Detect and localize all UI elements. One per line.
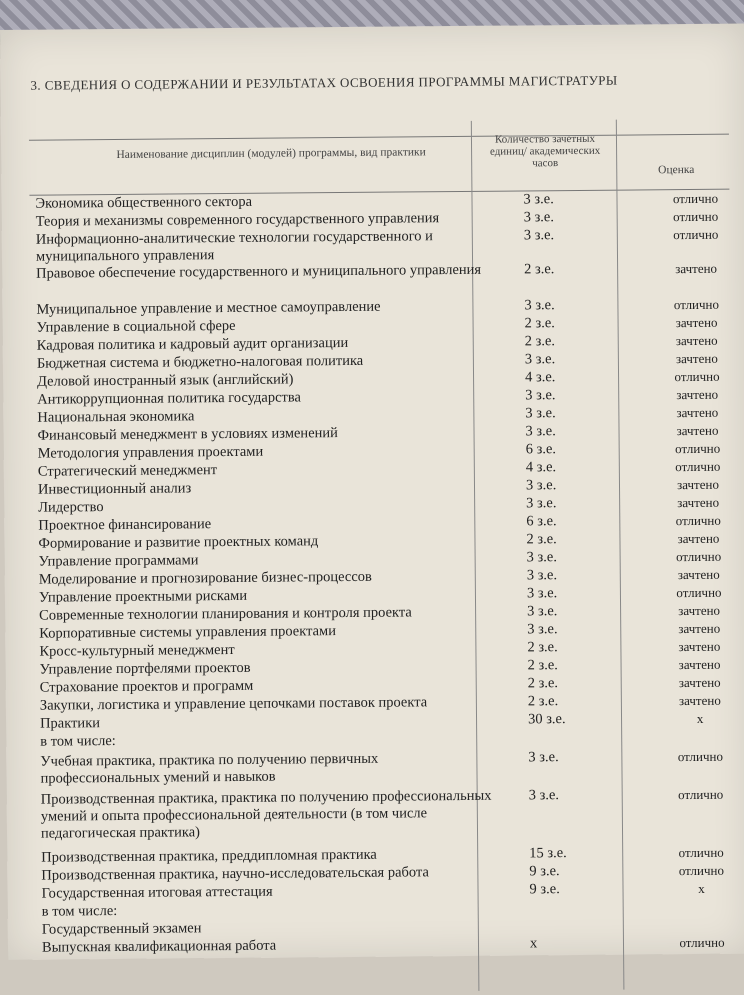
grade: отлично (675, 458, 721, 475)
discipline-name: Инвестиционный анализ (37, 480, 192, 498)
column-header-grade: Оценка (658, 163, 695, 177)
grade: отлично (673, 208, 719, 225)
credit-units: 9 з.е. (529, 881, 560, 898)
credit-units: 3 з.е. (525, 477, 557, 494)
credit-units: 3 з.е. (528, 787, 560, 804)
credit-units: 2 з.е. (524, 261, 555, 278)
discipline-name: Управление программами (38, 552, 199, 570)
grade: зачтено (675, 314, 718, 331)
discipline-name: Деловой иностранный язык (английский) (37, 371, 294, 390)
credit-units: 2 з.е. (524, 333, 556, 350)
discipline-name: Моделирование и прогнозирование бизнес-процессов (38, 568, 372, 588)
discipline-name: Теория и механизмы современного государственного управления (35, 210, 440, 230)
credit-units: 3 з.е. (523, 227, 555, 244)
credit-units: 3 з.е. (525, 387, 556, 404)
credit-units: 3 з.е. (526, 585, 558, 602)
table-top-border (29, 134, 729, 141)
column-header-units: Количество зачетных единиц/ академических часов (489, 132, 601, 170)
discipline-name: в том числе: (40, 733, 116, 750)
credit-units: 6 з.е. (526, 513, 557, 530)
discipline-name: Национальная экономика (37, 408, 195, 426)
discipline-name: Управление в социальной сфере (36, 317, 236, 336)
discipline-name: Стратегический менеджмент (37, 462, 218, 480)
credit-units: 3 з.е. (526, 567, 558, 584)
discipline-name: в том числе: (41, 903, 118, 920)
grade: зачтено (675, 350, 718, 367)
discipline-name: Правовое обеспечение государственного и муниципального управления (36, 261, 482, 282)
discipline-name: Формирование и развитие проектных команд (38, 533, 319, 552)
discipline-name: Экономика общественного сектора (35, 193, 253, 212)
credit-units: 2 з.е. (527, 639, 558, 656)
grade: отлично (675, 512, 721, 529)
grade: зачтено (676, 404, 719, 421)
grade: отлично (678, 844, 724, 861)
grade: отлично (679, 934, 725, 951)
credit-units: 2 з.е. (527, 693, 559, 710)
discipline-name: Проектное финансирование (38, 516, 212, 534)
grade: зачтено (677, 530, 720, 547)
grade: зачтено (678, 692, 721, 709)
grade: зачтено (678, 602, 721, 619)
grade: отлично (678, 862, 724, 879)
credit-units: 2 з.е. (527, 675, 559, 692)
credit-units: 3 з.е. (523, 209, 555, 226)
table-row (36, 296, 736, 318)
credit-units: 4 з.е. (524, 369, 556, 386)
discipline-name: Производственная практика, практика по получению профессиональных умений и опыта профессиональной деятельности (в том числе педагогическая практика) (40, 787, 492, 842)
grade: зачтено (677, 566, 720, 583)
credit-units: 3 з.е. (525, 423, 556, 440)
discipline-name: Учебная практика, практика по получению первичных профессиональных умений и навыков (40, 750, 379, 787)
grade: зачтено (678, 656, 721, 673)
credit-units: 3 з.е. (523, 191, 554, 208)
grade: зачтено (678, 638, 721, 655)
credit-units: х (529, 935, 538, 952)
grade: отлично (675, 440, 721, 457)
credit-units: 2 з.е. (526, 531, 557, 548)
section-title: 3. СВЕДЕНИЯ О СОДЕРЖАНИИ И РЕЗУЛЬТАТАХ ОСВОЕНИЯ ПРОГРАММЫ МАГИСТРАТУРЫ (30, 72, 618, 93)
column-divider (616, 120, 625, 990)
discipline-name: Производственная практика, научно-исследовательская работа (41, 864, 429, 884)
discipline-name: Лидерство (38, 499, 104, 516)
grade: отлично (672, 190, 719, 207)
credit-units: 15 з.е. (529, 845, 567, 862)
grade: отлично (677, 748, 723, 765)
discipline-name: Муниципальное управление и местное самоуправление (36, 298, 381, 318)
discipline-name: Бюджетная система и бюджетно-налоговая политика (36, 352, 364, 372)
grade (657, 898, 744, 899)
credit-units: 3 з.е. (524, 297, 555, 314)
discipline-name: Современные технологии планирования и контроля проекта (39, 604, 412, 624)
grade: отлично (674, 368, 720, 385)
credit-units: 3 з.е. (525, 405, 556, 422)
discipline-name: Информационно-аналитические технологии государственного и муниципального управления (35, 228, 433, 265)
grade: зачтено (677, 494, 720, 511)
discipline-name: Выпускная квалификационная работа (41, 937, 277, 956)
discipline-name: Управление проектными рисками (38, 587, 248, 606)
discipline-name: Корпоративные системы управления проектами (39, 623, 336, 642)
discipline-name: Управление портфелями проектов (39, 659, 251, 678)
credit-units: 3 з.е. (526, 495, 557, 512)
credit-units: 3 з.е. (526, 549, 557, 566)
grade: зачтено (676, 386, 719, 403)
discipline-name: Методология управления проектами (37, 443, 264, 462)
grade: зачтено (677, 476, 719, 493)
grade: отлично (678, 786, 724, 803)
discipline-name: Государственная итоговая аттестация (41, 883, 273, 902)
credit-units (528, 729, 598, 730)
discipline-name: Страхование проектов и программ (39, 677, 254, 696)
credit-units: 3 з.е. (528, 749, 559, 766)
discipline-name: Закупки, логистика и управление цепочками поставок проекта (39, 694, 428, 714)
discipline-name: Практики (39, 715, 101, 732)
grade: зачтено (678, 620, 721, 637)
grade: отлично (675, 548, 722, 565)
credit-units (530, 899, 600, 900)
grade: х (698, 880, 705, 896)
credit-units: 3 з.е. (527, 621, 558, 638)
discipline-name: Кадровая политика и кадровый аудит организации (36, 334, 349, 354)
grade: х (696, 710, 704, 726)
document-page (0, 24, 744, 960)
grade: отлично (673, 296, 720, 313)
grade: зачтено (676, 422, 719, 439)
discipline-name: Производственная практика, преддипломная практика (41, 846, 377, 866)
grade (655, 728, 744, 729)
table-row (41, 844, 741, 866)
grade: зачтено (675, 260, 718, 277)
credit-units: 4 з.е. (525, 459, 557, 476)
grade: отлично (676, 584, 722, 601)
credit-units: 2 з.е. (524, 315, 555, 332)
grade: зачтено (675, 332, 718, 349)
credit-units: 3 з.е. (527, 603, 558, 620)
discipline-name: Антикоррупционная политика государства (37, 389, 302, 408)
discipline-name: Государственный экзамен (41, 920, 202, 938)
grade: зачтено (678, 674, 721, 691)
credit-units: 2 з.е. (527, 657, 558, 674)
column-header-name: Наименование дисциплин (модулей) программы, вид практики (116, 146, 426, 161)
grade (657, 916, 744, 917)
credit-units: 30 з.е. (527, 711, 566, 728)
grade: отлично (673, 226, 719, 243)
discipline-name: Финансовый менеджмент в условиях изменений (37, 425, 338, 444)
credit-units: 6 з.е. (525, 441, 557, 458)
credit-units (530, 917, 600, 918)
credit-units: 9 з.е. (529, 863, 560, 880)
discipline-name: Кросс-культурный менеджмент (39, 641, 235, 660)
credit-units: 3 з.е. (524, 351, 556, 368)
